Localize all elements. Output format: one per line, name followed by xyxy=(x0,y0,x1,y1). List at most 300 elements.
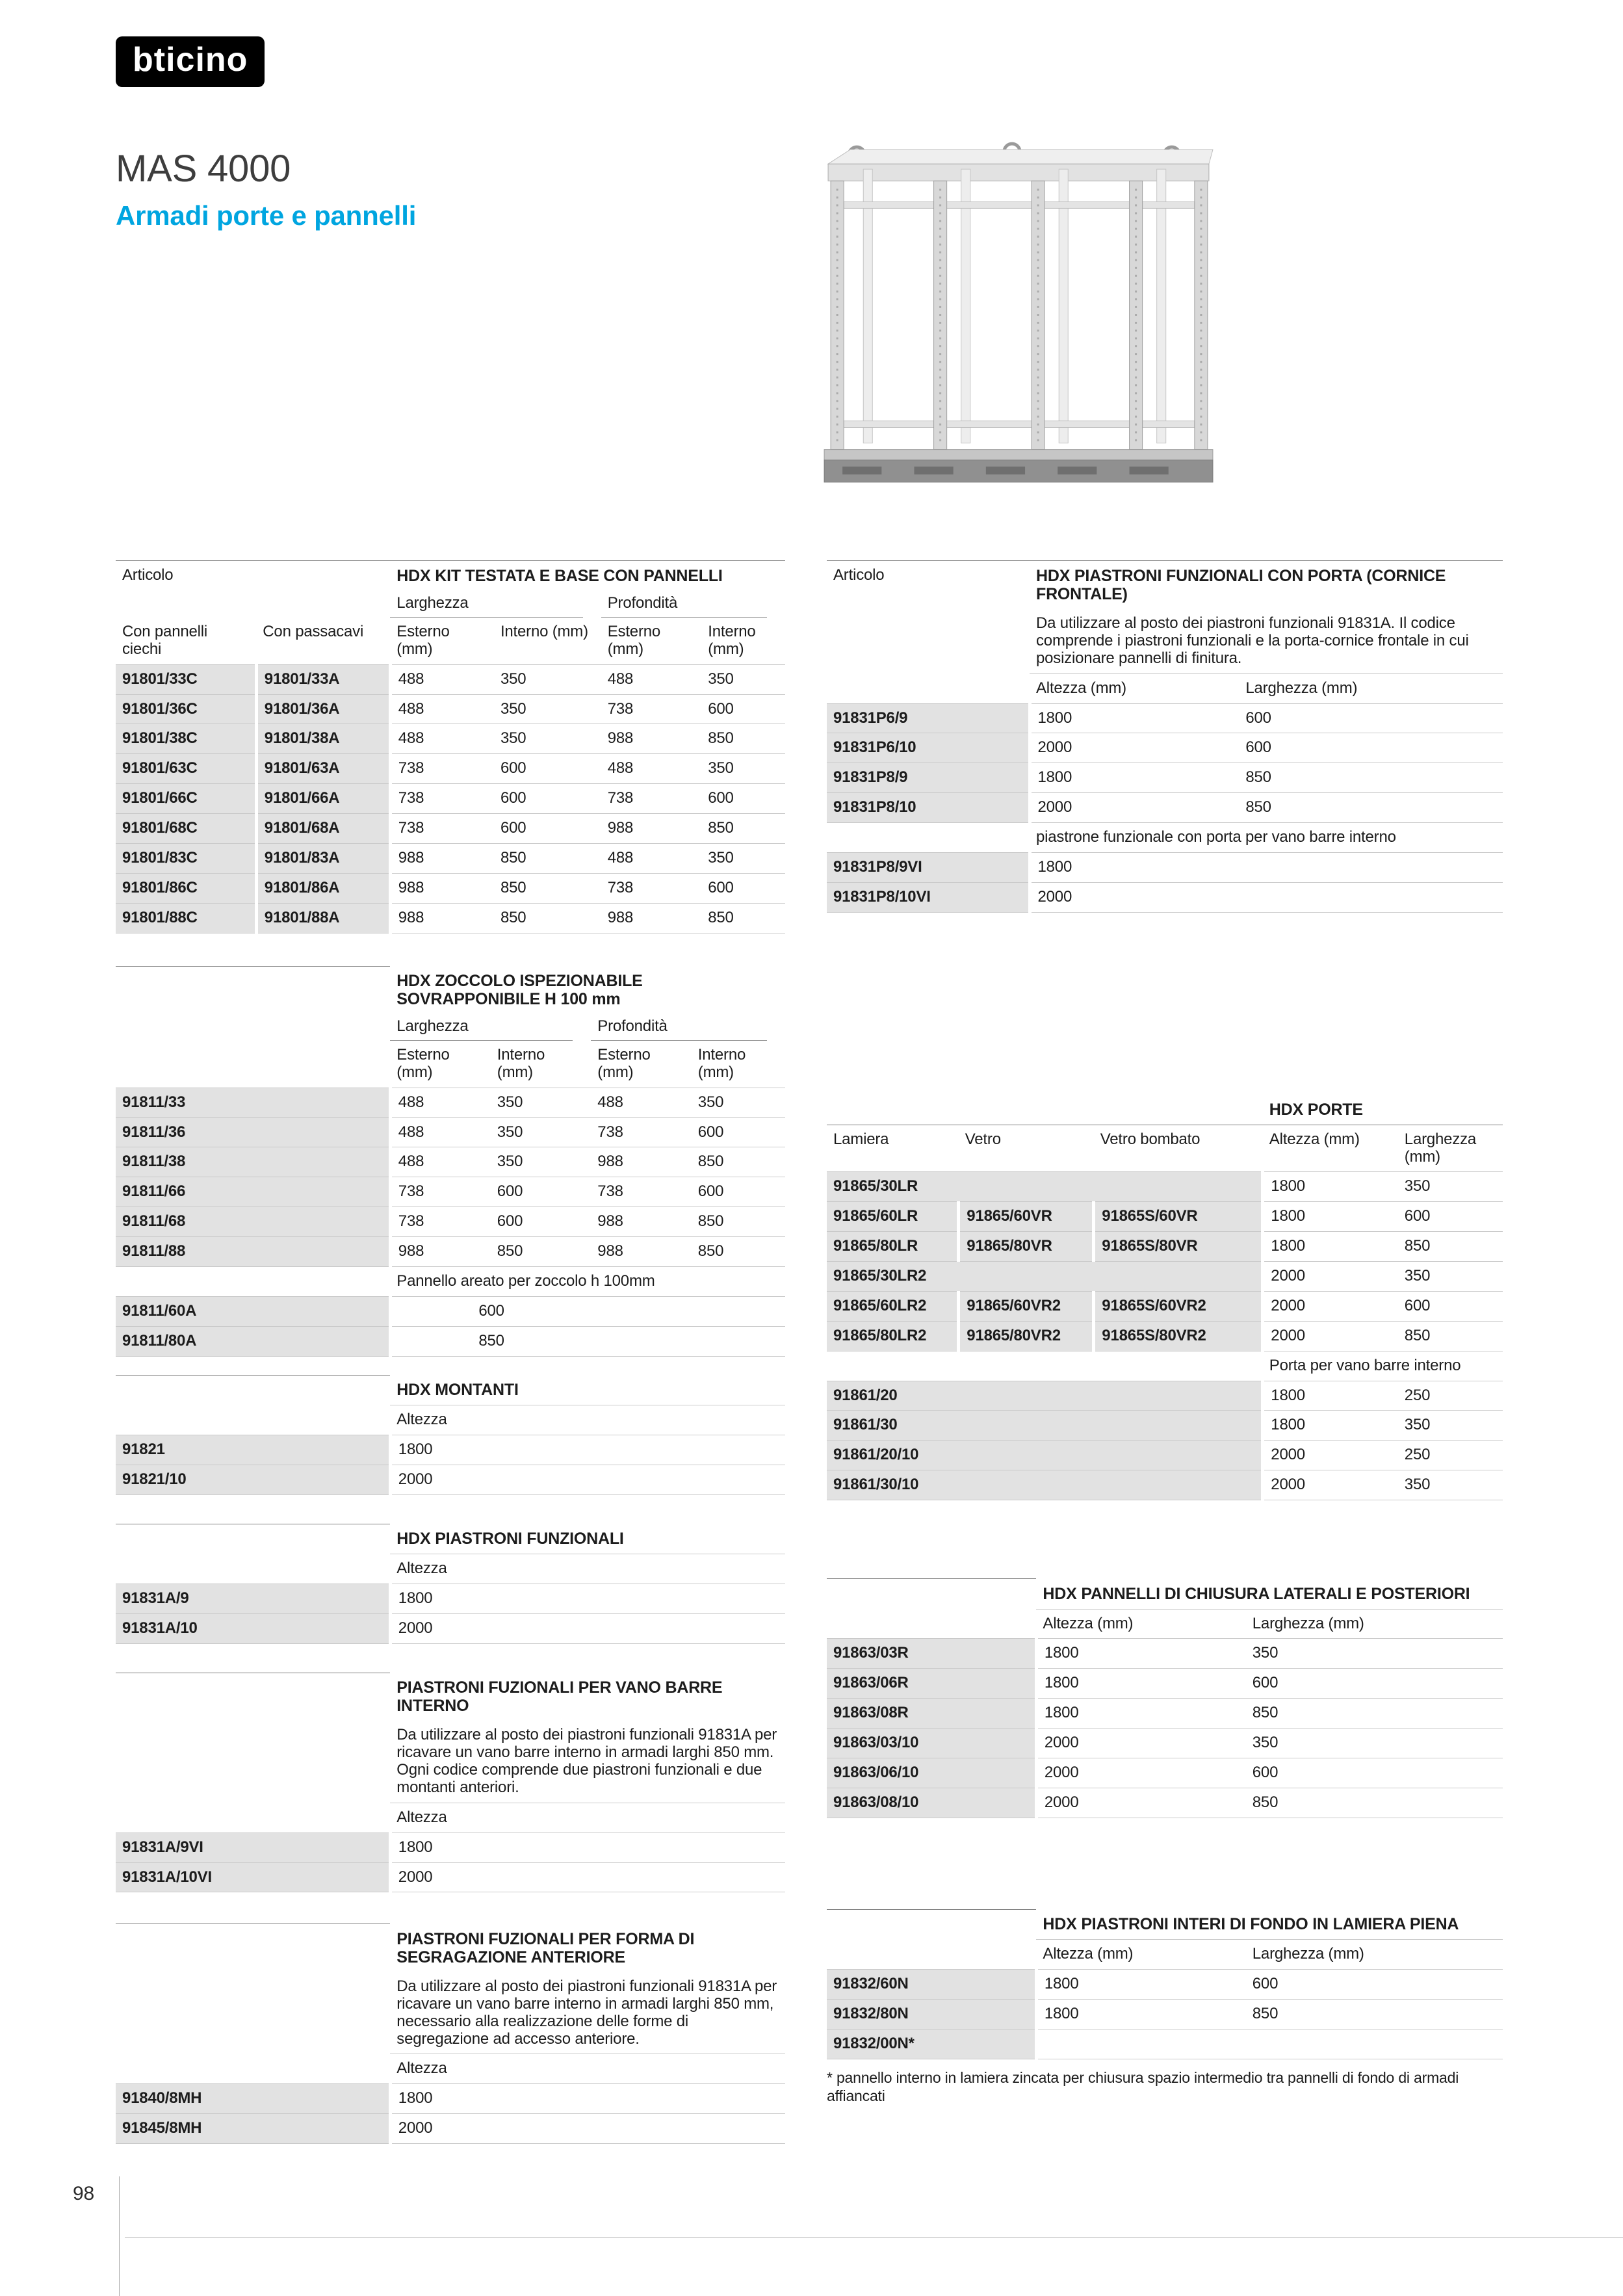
article-code-cell: 91831P6/10 xyxy=(827,733,1030,763)
value-cell: 488 xyxy=(390,1147,491,1177)
value-cell: 488 xyxy=(390,694,494,724)
article-code-cell: 91831P8/10VI xyxy=(827,882,1030,912)
article-code-cell: 91863/08/10 xyxy=(827,1788,1036,1818)
table-row xyxy=(116,1088,785,1117)
value-cell: 850 xyxy=(491,1237,591,1267)
article-code-cell: 91832/60N xyxy=(827,1970,1036,2000)
value-cell: 850 xyxy=(692,1147,785,1177)
table-segregazione-anteriore xyxy=(116,1924,785,2144)
value-cell: 1800 xyxy=(390,1833,785,1862)
table-row xyxy=(116,873,785,903)
value-cell: 350 xyxy=(692,1088,785,1117)
col-header-con-pannelli: Con pannelli ciechi xyxy=(122,622,208,658)
col-header-lamiera: Lamiera xyxy=(827,1125,959,1172)
article-code-cell: 91840/8MH xyxy=(116,2084,390,2114)
col-header-altezza: Altezza xyxy=(390,1554,785,1584)
col-header-esterno: Esterno (mm) xyxy=(597,1045,651,1081)
value-cell: 2000 xyxy=(1263,1470,1398,1500)
table-row xyxy=(116,694,785,724)
table-vano-barre-interno xyxy=(116,1673,785,1893)
value-cell: 1800 xyxy=(390,1584,785,1614)
article-code-cell: 91831P8/9VI xyxy=(827,852,1030,882)
value-cell: 600 xyxy=(692,1177,785,1207)
article-code-cell: 91865/30LR xyxy=(827,1172,1263,1202)
value-cell: 850 xyxy=(692,1207,785,1237)
value-cell: 1800 xyxy=(1263,1172,1398,1202)
article-code-cell: 91865/60LR2 xyxy=(827,1291,959,1321)
article-code-cell: 91863/03/10 xyxy=(827,1729,1036,1758)
value-cell: 350 xyxy=(701,843,785,873)
table-row xyxy=(116,814,785,844)
table-top-rule xyxy=(116,966,390,1014)
value-cell: 988 xyxy=(390,873,494,903)
table-title: HDX PIASTRONI FUNZIONALI CON PORTA (CORNICE FRONTALE) xyxy=(1030,561,1503,610)
table-title: PIASTRONI FUZIONALI PER VANO BARRE INTERNO xyxy=(396,1678,723,1715)
article-code-cell: 91865/80VR2 xyxy=(959,1321,1094,1351)
value-cell: 738 xyxy=(591,1117,692,1147)
table-piastroni-fondo xyxy=(827,1909,1503,2059)
value-cell: 738 xyxy=(390,814,494,844)
value-cell xyxy=(116,1266,390,1296)
value-cell: 1800 xyxy=(1030,703,1239,733)
table-row xyxy=(827,852,1503,882)
value-cell: 738 xyxy=(390,1207,491,1237)
value-cell: 850 xyxy=(1239,763,1503,793)
value-cell: 488 xyxy=(591,1088,692,1117)
logo-text: bticino xyxy=(133,41,248,79)
value-cell: 988 xyxy=(591,1207,692,1237)
article-code-cell: 91831P6/9 xyxy=(827,703,1030,733)
value-cell: 1800 xyxy=(1030,763,1239,793)
articolo-label: Articolo xyxy=(827,561,1030,610)
value-cell: 850 xyxy=(701,903,785,933)
value-cell: 600 xyxy=(701,873,785,903)
article-code-cell: 91865S/80VR2 xyxy=(1094,1321,1263,1351)
value-cell: 250 xyxy=(1398,1441,1503,1470)
table-row xyxy=(827,1262,1503,1292)
article-code-cell: 91832/00N* xyxy=(827,2029,1036,2059)
table-row xyxy=(827,2029,1503,2059)
table-row xyxy=(116,1326,785,1356)
value-cell: 738 xyxy=(390,784,494,814)
table-row xyxy=(827,763,1503,793)
value-cell: 600 xyxy=(701,694,785,724)
table-pannelli-chiusura xyxy=(827,1578,1503,1818)
cabinet-frame-illustration xyxy=(816,135,1221,514)
table-description: Da utilizzare al posto dei piastroni funzionali 91831A per ricavare un vano barre interno in armadi larghi 850 mm, necessario alla realizzazione delle forme di segregazione ad accesso anteriore. xyxy=(396,1977,777,2048)
table-description: Da utilizzare al posto dei piastroni funzionali 91831A. Il codice comprende i piastroni funzionali e la porta-cornice frontale in cui posizionare pannelli di finitura. xyxy=(1036,614,1469,667)
value-cell: 2000 xyxy=(1263,1321,1398,1351)
article-code-cell: 91861/30/10 xyxy=(827,1470,1263,1500)
table-row xyxy=(116,1237,785,1267)
table-title: HDX PIASTRONI FUNZIONALI xyxy=(396,1530,624,1548)
article-code-cell: 91801/33C xyxy=(116,664,256,694)
value-cell: 850 xyxy=(1246,1699,1503,1729)
article-code-cell: 91801/86C xyxy=(116,873,256,903)
table-piastroni-con-porta xyxy=(827,560,1503,913)
value-cell: 988 xyxy=(601,724,702,754)
table-row xyxy=(827,1321,1503,1351)
value-cell: 350 xyxy=(701,754,785,784)
value-cell: 600 xyxy=(701,784,785,814)
table-porte xyxy=(827,1095,1503,1500)
col-header-larghezza-mm: Larghezza (mm) xyxy=(1246,1940,1503,1970)
article-code-cell: 91801/86A xyxy=(256,873,390,903)
article-code-cell: 91811/33 xyxy=(116,1088,390,1117)
value-cell: 850 xyxy=(494,843,601,873)
col-header-vetro: Vetro xyxy=(959,1125,1094,1172)
table-row xyxy=(116,664,785,694)
table-row xyxy=(827,1758,1503,1788)
value-cell: 850 xyxy=(701,814,785,844)
table-top-rule xyxy=(116,1375,390,1405)
value-cell: 488 xyxy=(601,664,702,694)
table-row xyxy=(116,1465,785,1494)
value-cell: 850 xyxy=(494,903,601,933)
table-kit-testata-base xyxy=(116,560,785,933)
value-cell: 600 xyxy=(1246,1758,1503,1788)
article-code-cell: 91865/60VR2 xyxy=(959,1291,1094,1321)
article-code-cell: 91821 xyxy=(116,1435,390,1465)
profondita-group-label: Profondità xyxy=(601,591,767,618)
article-code-cell: 91865/80VR xyxy=(959,1232,1094,1262)
table-row xyxy=(827,703,1503,733)
larghezza-group-label: Larghezza xyxy=(390,1014,573,1041)
table-row xyxy=(827,1699,1503,1729)
value-cell: 600 xyxy=(491,1177,591,1207)
note-cell: Porta per vano barre interno xyxy=(1263,1351,1503,1381)
col-header-altezza: Altezza xyxy=(390,1803,785,1833)
page-title: MAS 4000 xyxy=(116,148,291,190)
table-row xyxy=(116,1177,785,1207)
article-code-cell: 91865/80LR2 xyxy=(827,1321,959,1351)
article-code-cell: 91831P8/9 xyxy=(827,763,1030,793)
table-row xyxy=(827,793,1503,823)
value-cell: 988 xyxy=(390,903,494,933)
table-row xyxy=(827,823,1503,853)
value-cell: 738 xyxy=(601,784,702,814)
article-code-cell: 91863/03R xyxy=(827,1639,1036,1669)
table-top-rule xyxy=(116,1924,390,1972)
page-number: 98 xyxy=(73,2183,94,2204)
table-row xyxy=(827,1999,1503,2029)
footer-vertical-rule xyxy=(119,2176,120,2296)
value-cell: 350 xyxy=(1398,1172,1503,1202)
value-cell: 2000 xyxy=(1036,1788,1245,1818)
footnote: * pannello interno in lamiera zincata per chiusura spazio intermedio tra pannelli di fondo di armadi affiancati xyxy=(827,2068,1459,2105)
value-cell: 350 xyxy=(701,664,785,694)
value-cell: 350 xyxy=(494,694,601,724)
article-code-cell: 91801/36A xyxy=(256,694,390,724)
article-code-cell: 91865/80LR xyxy=(827,1232,959,1262)
table-row xyxy=(827,1232,1503,1262)
col-header-esterno: Esterno (mm) xyxy=(396,1045,450,1081)
value-cell: 850 xyxy=(701,724,785,754)
value-cell: 738 xyxy=(601,873,702,903)
value-cell: 988 xyxy=(601,814,702,844)
article-code-cell: 91865S/80VR xyxy=(1094,1232,1263,1262)
value-cell: 738 xyxy=(390,1177,491,1207)
value-cell: 350 xyxy=(494,664,601,694)
value-cell: 600 xyxy=(1246,1669,1503,1699)
value-cell: 600 xyxy=(1398,1291,1503,1321)
value-cell: 488 xyxy=(390,1088,491,1117)
table-row xyxy=(827,1788,1503,1818)
value-cell: 350 xyxy=(1246,1729,1503,1758)
article-code-cell: 91801/88C xyxy=(116,903,256,933)
table-title: HDX ZOCCOLO ISPEZIONABILE SOVRAPPONIBILE H 100 mm xyxy=(396,972,643,1008)
article-code-cell: 91863/06/10 xyxy=(827,1758,1036,1788)
table-row xyxy=(116,1862,785,1892)
value-cell xyxy=(1036,2029,1245,2059)
article-code-cell: 91801/83A xyxy=(256,843,390,873)
value-cell: 1800 xyxy=(1036,1699,1245,1729)
col-header-interno: Interno (mm) xyxy=(697,1045,746,1081)
value-cell: 988 xyxy=(390,843,494,873)
col-header-altezza-mm: Altezza (mm) xyxy=(1263,1125,1398,1172)
value-cell: 2000 xyxy=(1030,882,1239,912)
product-photo xyxy=(816,135,1221,514)
value-cell: 350 xyxy=(491,1088,591,1117)
value-cell: 2000 xyxy=(390,2114,785,2144)
value-cell: 2000 xyxy=(1263,1291,1398,1321)
article-code-cell: 91811/66 xyxy=(116,1177,390,1207)
article-code-cell: 91811/68 xyxy=(116,1207,390,1237)
col-header-altezza: Altezza xyxy=(390,1405,785,1435)
value-cell: 600 xyxy=(491,1207,591,1237)
table-row xyxy=(827,1411,1503,1441)
table-title: HDX MONTANTI xyxy=(396,1381,519,1399)
table-row xyxy=(116,1584,785,1614)
article-code-cell: 91865/60LR xyxy=(827,1202,959,1232)
col-header-vetro-bombato: Vetro bombato xyxy=(1094,1125,1263,1172)
article-code-cell: 91865/30LR2 xyxy=(827,1262,1263,1292)
value-cell xyxy=(827,1351,1263,1381)
article-code-cell: 91801/88A xyxy=(256,903,390,933)
table-row xyxy=(116,1207,785,1237)
value-cell: 850 xyxy=(390,1326,591,1356)
article-code-cell: 91865S/60VR2 xyxy=(1094,1291,1263,1321)
table-row xyxy=(116,1117,785,1147)
value-cell: 1800 xyxy=(1036,1970,1245,2000)
table-row xyxy=(116,724,785,754)
value-cell: 2000 xyxy=(390,1862,785,1892)
value-cell: 250 xyxy=(1398,1381,1503,1411)
value-cell: 1800 xyxy=(1263,1202,1398,1232)
table-row xyxy=(116,784,785,814)
table-montanti xyxy=(116,1375,785,1495)
footer-horizontal-rule xyxy=(125,2237,1623,2238)
value-cell: 350 xyxy=(494,724,601,754)
value-cell: 738 xyxy=(591,1177,692,1207)
value-cell: 738 xyxy=(601,694,702,724)
article-code-cell: 91865/60VR xyxy=(959,1202,1094,1232)
article-code-cell: 91831A/10VI xyxy=(116,1862,390,1892)
article-code-cell: 91801/63C xyxy=(116,754,256,784)
value-cell: 350 xyxy=(491,1147,591,1177)
value-cell: 2000 xyxy=(1036,1758,1245,1788)
table-title: HDX KIT TESTATA E BASE CON PANNELLI xyxy=(390,561,785,592)
value-cell: 2000 xyxy=(1263,1441,1398,1470)
article-code-cell: 91831A/9 xyxy=(116,1584,390,1614)
value-cell: 850 xyxy=(692,1237,785,1267)
value-cell: 488 xyxy=(601,843,702,873)
table-row xyxy=(827,1970,1503,2000)
table-top-rule xyxy=(116,1673,390,1721)
col-header-esterno: Esterno (mm) xyxy=(607,622,661,658)
value-cell: 850 xyxy=(1246,1788,1503,1818)
table-row xyxy=(116,2114,785,2144)
table-row xyxy=(827,1470,1503,1500)
value-cell: 2000 xyxy=(1036,1729,1245,1758)
table-row xyxy=(116,754,785,784)
table-title: HDX PIASTRONI INTERI DI FONDO IN LAMIERA PIENA xyxy=(1043,1915,1459,1934)
col-header-interno: Interno (mm) xyxy=(500,622,588,640)
value-cell: 600 xyxy=(390,1296,591,1326)
article-code-cell: 91831A/10 xyxy=(116,1613,390,1643)
articolo-label: Articolo xyxy=(116,561,390,592)
note-cell: Pannello areato per zoccolo h 100mm xyxy=(390,1266,785,1296)
article-code-cell: 91863/08R xyxy=(827,1699,1036,1729)
bticino-logo xyxy=(116,36,265,87)
table-row xyxy=(116,2084,785,2114)
table-row xyxy=(827,1202,1503,1232)
value-cell: 988 xyxy=(591,1147,692,1177)
article-code-cell: 91845/8MH xyxy=(116,2114,390,2144)
table-row xyxy=(827,882,1503,912)
value-cell: 2000 xyxy=(390,1613,785,1643)
value-cell xyxy=(591,1326,785,1356)
col-header-altezza-mm: Altezza (mm) xyxy=(1036,1940,1245,1970)
col-header-interno: Interno (mm) xyxy=(497,1045,545,1081)
table-row xyxy=(116,1296,785,1326)
value-cell: 988 xyxy=(591,1237,692,1267)
article-code-cell: 91865S/60VR xyxy=(1094,1202,1263,1232)
col-header-larghezza-mm: Larghezza (mm) xyxy=(1398,1125,1503,1172)
table-piastroni-funzionali xyxy=(116,1524,785,1644)
value-cell: 988 xyxy=(601,903,702,933)
value-cell: 350 xyxy=(491,1117,591,1147)
article-code-cell: 91821/10 xyxy=(116,1465,390,1494)
value-cell xyxy=(591,1296,785,1326)
col-header-altezza-mm: Altezza (mm) xyxy=(1036,1609,1245,1639)
page-subtitle: Armadi porte e pannelli xyxy=(116,200,417,231)
value-cell: 850 xyxy=(494,873,601,903)
value-cell: 488 xyxy=(390,1117,491,1147)
value-cell: 350 xyxy=(1398,1262,1503,1292)
article-code-cell: 91811/36 xyxy=(116,1117,390,1147)
value-cell: 850 xyxy=(1239,793,1503,823)
value-cell: 2000 xyxy=(1030,793,1239,823)
value-cell: 600 xyxy=(494,784,601,814)
article-code-cell: 91811/60A xyxy=(116,1296,390,1326)
value-cell: 600 xyxy=(1239,703,1503,733)
table-row xyxy=(116,1613,785,1643)
article-code-cell: 91801/68A xyxy=(256,814,390,844)
table-description: Da utilizzare al posto dei piastroni funzionali 91831A per ricavare un vano barre interno in armadi larghi 850 mm. Ogni codice comprende due piastroni funzionali e due montanti anteriori. xyxy=(396,1726,777,1796)
article-code-cell: 91801/33A xyxy=(256,664,390,694)
value-cell: 1800 xyxy=(1263,1411,1398,1441)
table-row xyxy=(827,1441,1503,1470)
value-cell xyxy=(1239,852,1503,882)
table-row xyxy=(827,1669,1503,1699)
value-cell: 850 xyxy=(1398,1321,1503,1351)
table-row xyxy=(827,1291,1503,1321)
value-cell xyxy=(827,823,1030,853)
value-cell: 600 xyxy=(494,814,601,844)
table-row xyxy=(116,1435,785,1465)
value-cell: 350 xyxy=(1246,1639,1503,1669)
left-column xyxy=(116,560,785,2144)
article-code-cell: 91801/83C xyxy=(116,843,256,873)
table-row xyxy=(116,903,785,933)
value-cell: 350 xyxy=(1398,1411,1503,1441)
table-row xyxy=(827,1172,1503,1202)
value-cell: 1800 xyxy=(1036,1999,1245,2029)
value-cell: 488 xyxy=(390,724,494,754)
table-row xyxy=(116,843,785,873)
table-row xyxy=(116,1266,785,1296)
value-cell: 1800 xyxy=(1030,852,1239,882)
article-code-cell: 91831P8/10 xyxy=(827,793,1030,823)
article-code-cell: 91863/06R xyxy=(827,1669,1036,1699)
table-title: HDX PORTE xyxy=(1269,1100,1363,1119)
article-code-cell: 91801/36C xyxy=(116,694,256,724)
article-code-cell: 91801/68C xyxy=(116,814,256,844)
value-cell: 1800 xyxy=(1263,1381,1398,1411)
value-cell: 600 xyxy=(1239,733,1503,763)
table-row xyxy=(827,1381,1503,1411)
table-top-rule xyxy=(827,1579,1036,1610)
col-header-esterno: Esterno (mm) xyxy=(396,622,450,658)
table-top-rule xyxy=(827,1909,1036,1940)
article-code-cell: 91801/38C xyxy=(116,724,256,754)
value-cell: 1800 xyxy=(390,1435,785,1465)
article-code-cell: 91811/88 xyxy=(116,1237,390,1267)
article-code-cell: 91811/80A xyxy=(116,1326,390,1356)
col-header-interno: Interno (mm) xyxy=(708,622,756,658)
article-code-cell: 91811/38 xyxy=(116,1147,390,1177)
col-header-altezza-mm: Altezza (mm) xyxy=(1030,673,1239,703)
table-row xyxy=(116,1147,785,1177)
value-cell: 2000 xyxy=(1030,733,1239,763)
table-row xyxy=(116,1833,785,1862)
value-cell: 850 xyxy=(1398,1232,1503,1262)
note-cell: piastrone funzionale con porta per vano barre interno xyxy=(1030,823,1503,853)
table-title: PIASTRONI FUZIONALI PER FORMA DI SEGRAGAZIONE ANTERIORE xyxy=(396,1929,695,1966)
article-code-cell: 91801/38A xyxy=(256,724,390,754)
table-row xyxy=(827,1351,1503,1381)
col-header-larghezza-mm: Larghezza (mm) xyxy=(1239,673,1503,703)
article-code-cell: 91861/30 xyxy=(827,1411,1263,1441)
table-row xyxy=(827,1729,1503,1758)
article-code-cell: 91801/66C xyxy=(116,784,256,814)
right-column xyxy=(827,560,1503,2106)
value-cell: 850 xyxy=(1246,1999,1503,2029)
value-cell: 1800 xyxy=(1036,1669,1245,1699)
profondita-group-label: Profondità xyxy=(591,1014,767,1041)
value-cell: 1800 xyxy=(390,2084,785,2114)
article-code-cell: 91861/20 xyxy=(827,1381,1263,1411)
table-zoccolo xyxy=(116,966,785,1357)
table-top-rule xyxy=(116,1524,390,1554)
larghezza-group-label: Larghezza xyxy=(390,591,582,618)
col-header-altezza: Altezza xyxy=(390,2054,785,2084)
value-cell: 988 xyxy=(390,1237,491,1267)
article-code-cell: 91832/80N xyxy=(827,1999,1036,2029)
value-cell: 1800 xyxy=(1263,1232,1398,1262)
value-cell: 600 xyxy=(692,1117,785,1147)
